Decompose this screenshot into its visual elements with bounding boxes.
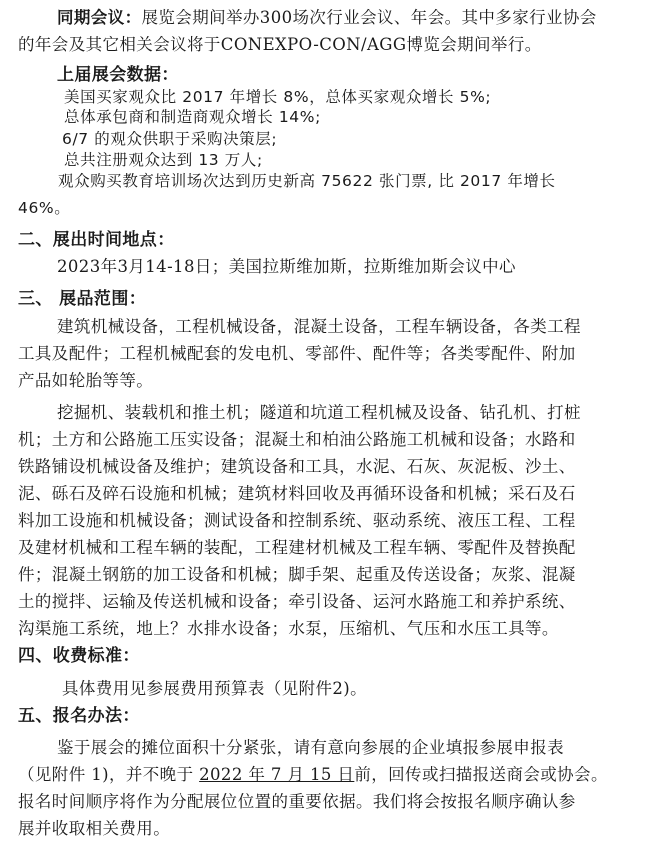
section-5-heading: 五、报名办法： [18,706,140,726]
section-5-line-2-post: 前，回传或扫描报送商会或协会。 [354,765,608,784]
last-show-item: 美国买家观众比 2017 年增长 8%，总体买家观众增长 5%; [64,88,492,106]
section-3-para2-line: 土的搅拌、运输及传送机械和设备；牵引设备、运河水路施工和养护系统、 [18,592,576,611]
last-show-heading: 上届展会数据： [57,65,179,85]
concurrent-meetings-text: 展览会期间举办300场次行业会议、年会。其中多家行业协会 [141,8,597,27]
section-3-para1-line: 建筑机械设备，工程机械设备，混凝土设备，工程车辆设备，各类工程 [57,317,581,336]
section-4-heading: 四、收费标准： [18,646,140,666]
last-show-item: 观众购买教育培训场次达到历史新高 75622 张门票, 比 2017 年增长 [58,172,556,190]
registration-deadline: 2022 年 7 月 15 日 [199,765,355,784]
section-3-para2-line: 沟渠施工系统，地上？水排水设备；水泵，压缩机、气压和水压工具等。 [18,619,559,638]
section-5-line-2-pre: （见附件 1)，并不晚于 [18,765,200,784]
section-3-para1-line: 工具及配件；工程机械配套的发电机、零部件、配件等；各类零配件、附加 [18,344,576,363]
section-3-para2-line: 及建材机械和工程车辆的装配，工程建材机械及工程车辆、零配件及替换配 [18,538,576,557]
section-5-line-4: 展并收取相关费用。 [18,819,171,838]
section-3-para2-line: 件；混凝土钢筋的加工设备和机械；脚手架、起重及传送设备；灰浆、混凝 [18,565,576,584]
last-show-item: 总共注册观众达到 13 万人; [64,151,263,169]
last-show-item: 46%。 [18,199,71,217]
section-3-para2-line: 机；土方和公路施工压实设备；混凝土和柏油公路施工机械和设备；水路和 [18,430,576,449]
concurrent-meetings-line-2: 的年会及其它相关会议将于CONEXPO-CON/AGG博览会期间举行。 [18,35,542,54]
section-2-text: 2023年3月14-18日；美国拉斯维加斯，拉斯维加斯会议中心 [57,257,516,276]
concurrent-meetings-line-1 [57,7,597,29]
section-3-para2-line: 泥、砾石及碎石设施和机械；建筑材料回收及再循环设备和机械；采石及石 [18,484,576,503]
section-5-line-1: 鉴于展会的摊位面积十分紧张，请有意向参展的企业填报参展申报表 [57,738,564,757]
section-3-para1-line: 产品如轮胎等等。 [18,371,154,390]
section-3-para2-line: 铁路铺设机械设备及维护；建筑设备和工具，水泥、石灰、灰泥板、沙土、 [18,457,576,476]
section-5-line-3: 报名时间顺序将作为分配展位位置的重要依据。我们将会按报名顺序确认参 [18,792,576,811]
section-3-heading: 三、 展品范围： [18,289,147,309]
section-4-text: 具体费用见参展费用预算表（见附件2)。 [62,679,368,698]
section-2-heading: 二、展出时间地点： [18,230,175,250]
concurrent-meetings-label: 同期会议： [57,8,142,27]
section-3-para2-line: 挖掘机、装载机和推土机；隧道和坑道工程机械及设备、钻孔机、打桩 [57,403,581,422]
section-5-line-2 [18,764,608,786]
section-3-para2-line: 料加工设施和机械设备；测试设备和控制系统、驱动系统、液压工程、工程 [18,511,576,530]
last-show-item: 6/7 的观众供职于采购决策层; [62,130,278,148]
last-show-item: 总体承包商和制造商观众增长 14%; [64,108,321,126]
